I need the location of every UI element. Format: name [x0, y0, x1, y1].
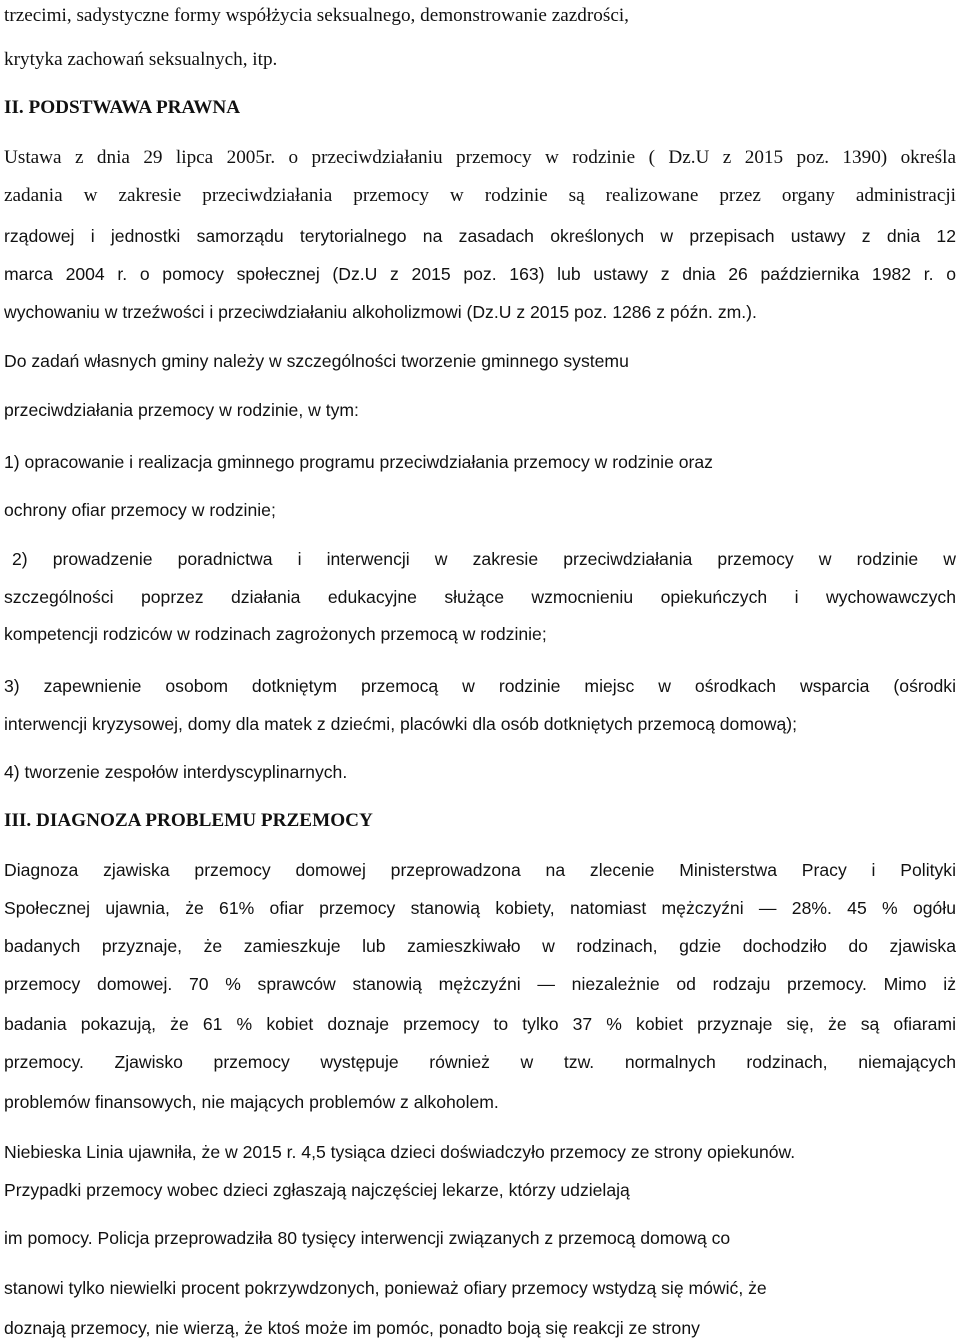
text-line: marca 2004 r. o pomocy społecznej (Dz.U z 2015 poz. 163) lub ustawy z dnia 26 października 1982 r. o — [4, 264, 956, 284]
list-item-2: 2) prowadzenie poradnictwa i interwencji w zakresie przeciwdziałania przemocy w rodzinie w — [12, 549, 956, 569]
text-line: przemocy. Zjawisko przemocy występuje również w tzw. normalnych rodzinach, niemających — [4, 1052, 956, 1072]
text-line: badania pokazują, że 61 % kobiet doznaje przemocy to tylko 37 % kobiet przyznaje się, że są ofiarami — [4, 1014, 956, 1034]
text-line: ochrony ofiar przemocy w rodzinie; — [4, 500, 276, 520]
text-line: zadania w zakresie przeciwdziałania przemocy w rodzinie są realizowane przez organy administracji — [4, 185, 956, 206]
text-line: Niebieska Linia ujawniła, że w 2015 r. 4,5 tysiąca dzieci doświadczyło przemocy ze strony opiekunów. — [4, 1142, 796, 1162]
text-line: badanych przyznaje, że zamieszkuje lub zamieszkiwało w rodzinach, gdzie dochodziło do zjawiska — [4, 936, 956, 956]
text-line: Do zadań własnych gminy należy w szczególności tworzenie gminnego systemu — [4, 351, 629, 371]
text-line: przemocy domowej. 70 % sprawców stanowią mężczyźni — niezależnie od rodzaju przemocy. Mimo iż — [4, 974, 956, 994]
text-line: trzecimi, sadystyczne formy współżycia seksualnego, demonstrowanie zazdrości, — [4, 5, 629, 26]
text-line: szczególności poprzez działania edukacyjne służące wzmocnieniu opiekuńczych i wychowawczych — [4, 587, 956, 607]
text-line: im pomocy. Policja przeprowadziła 80 tysięcy interwencji związanych z przemocą domową co — [4, 1228, 731, 1248]
text-line: problemów finansowych, nie mających problemów z alkoholem. — [4, 1092, 499, 1112]
text-line: stanowi tylko niewielki procent pokrzywdzonych, ponieważ ofiary przemocy wstydzą się mówić, że — [4, 1278, 767, 1298]
text-line: Diagnoza zjawiska przemocy domowej przeprowadzona na zlecenie Ministerstwa Pracy i Polityki — [4, 860, 956, 880]
text-line: kompetencji rodziców w rodzinach zagrożonych przemocą w rodzinie; — [4, 624, 547, 644]
list-item-3: 3) zapewnienie osobom dotkniętym przemocą w rodzinie miejsc w ośrodkach wsparcia (ośrodki — [4, 676, 956, 696]
text-line: Społecznej ujawnia, że 61% ofiar przemocy stanowią kobiety, natomiast mężczyźni — 28%. 45 % ogółu — [4, 898, 956, 918]
text-line: doznają przemocy, nie wierzą, że ktoś może im pomóc, ponadto boją się reakcji ze strony — [4, 1318, 700, 1338]
section-heading-diagnosis: III. DIAGNOZA PROBLEMU PRZEMOCY — [4, 810, 373, 831]
text-line: rządowej i jednostki samorządu terytorialnego na zasadach określonych w przepisach ustawy z dnia 12 — [4, 226, 956, 246]
text-line: Ustawa z dnia 29 lipca 2005r. o przeciwdziałaniu przemocy w rodzinie ( Dz.U z 2015 poz. 1390) określa — [4, 147, 956, 168]
list-item-1: 1) opracowanie i realizacja gminnego programu przeciwdziałania przemocy w rodzinie oraz — [4, 452, 713, 472]
text-line: przeciwdziałania przemocy w rodzinie, w tym: — [4, 400, 359, 420]
section-heading-legal-basis: II. PODSTWAWA PRAWNA — [4, 97, 241, 118]
list-item-4: 4) tworzenie zespołów interdyscyplinarnych. — [4, 762, 348, 782]
text-line: interwencji kryzysowej, domy dla matek z dziećmi, placówki dla osób dotkniętych przemocą domową); — [4, 714, 798, 734]
text-line: Przypadki przemocy wobec dzieci zgłaszają najczęściej lekarze, którzy udzielają — [4, 1180, 630, 1200]
text-line: wychowaniu w trzeźwości i przeciwdziałaniu alkoholizmowi (Dz.U z 2015 poz. 1286 z późn. zm.). — [4, 302, 757, 322]
text-line: krytyka zachowań seksualnych, itp. — [4, 49, 278, 70]
